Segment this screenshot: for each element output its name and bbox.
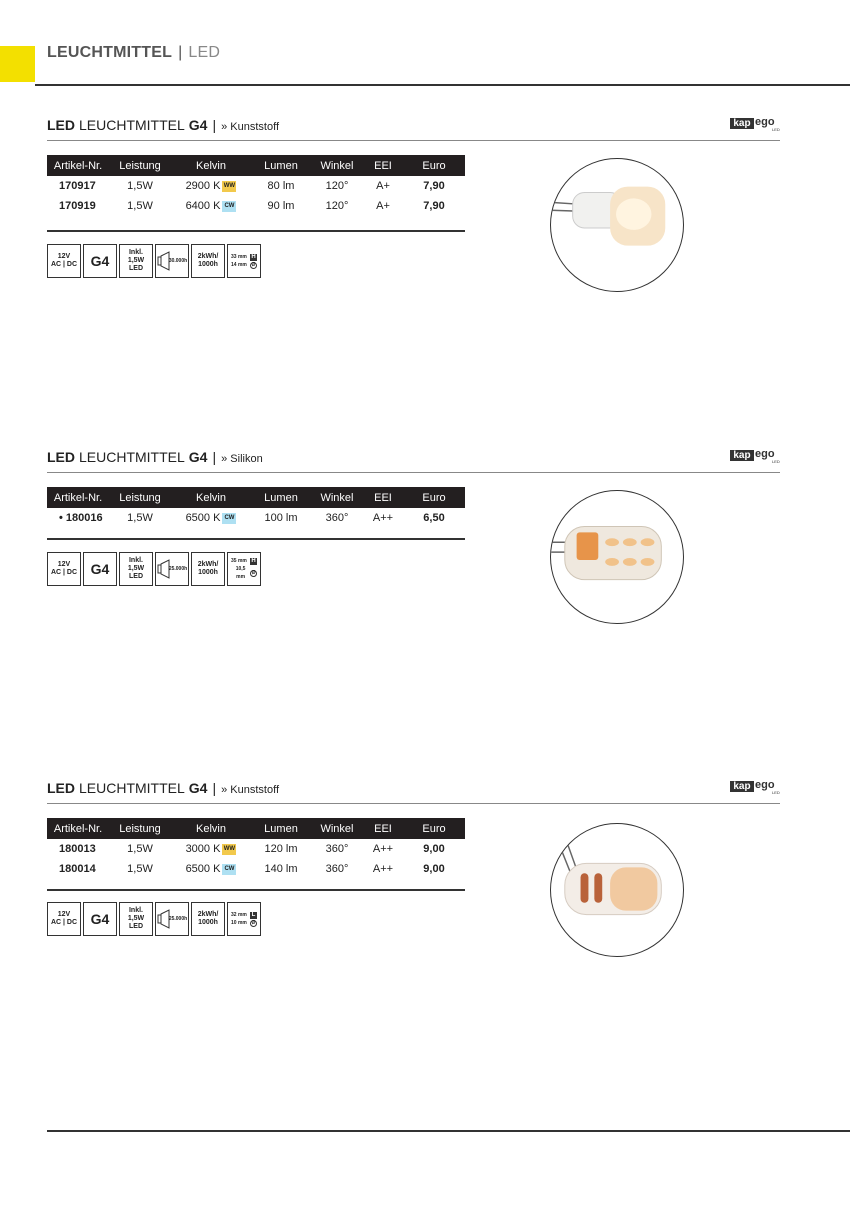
length-icon: L xyxy=(251,911,256,918)
cell-art: • 180016 xyxy=(59,512,103,524)
title-prefix: LED xyxy=(47,117,75,133)
acdc-label: AC | DC xyxy=(50,919,78,926)
th-power: Leistung xyxy=(109,155,171,176)
dim-unit: mm xyxy=(237,558,247,564)
cell-kelvin xyxy=(171,859,251,879)
dim-unit: mm xyxy=(236,574,246,580)
lifetime-icon xyxy=(155,244,189,278)
height-icon: H xyxy=(251,557,256,564)
lifetime-icon xyxy=(155,552,189,586)
acdc-label: AC | DC xyxy=(50,569,78,576)
th-angle: Winkel xyxy=(311,818,363,839)
socket-label: G4 xyxy=(90,561,110,577)
cell-angle: 360° xyxy=(325,863,349,875)
page-title-separator: | xyxy=(178,44,183,61)
lamp-illustration xyxy=(551,824,683,956)
voltage-icon xyxy=(47,902,81,936)
title-socket: G4 xyxy=(188,449,208,465)
height-icon: H xyxy=(251,253,256,260)
dim-unit: mm xyxy=(237,920,247,926)
title-material: » Silikon xyxy=(221,453,263,465)
inkl-label: Inkl. xyxy=(128,557,143,564)
th-kelvin: Kelvin xyxy=(171,155,251,176)
lamp-illustration xyxy=(551,159,683,291)
kelvin-value: 6500 K xyxy=(185,863,221,875)
cell-euro: 7,90 xyxy=(423,200,445,212)
inkl-label: Inkl. xyxy=(128,907,143,914)
kelvin-value: 2900 K xyxy=(185,180,221,192)
title-main: LEUCHTMITTEL xyxy=(79,449,185,465)
section-rule xyxy=(47,472,780,473)
th-angle: Winkel xyxy=(311,155,363,176)
voltage-label: 12V xyxy=(57,561,71,568)
cell-power: 1,5W xyxy=(127,512,153,524)
inkl-power: 1,5W xyxy=(127,257,145,264)
th-art: Artikel-Nr. xyxy=(47,818,109,839)
feature-icons xyxy=(47,902,261,936)
cell-euro: 9,00 xyxy=(423,863,445,875)
cell-art: 180014 xyxy=(59,863,96,875)
cell-kelvin xyxy=(171,196,251,216)
logo-sub: LED xyxy=(772,790,780,795)
header-rule xyxy=(35,84,850,86)
cell-angle: 360° xyxy=(325,843,349,855)
th-lumen: Lumen xyxy=(251,818,311,839)
inkl-led-icon xyxy=(119,244,153,278)
cell-lumen: 120 lm xyxy=(264,843,298,855)
title-prefix: LED xyxy=(47,449,75,465)
voltage-label: 12V xyxy=(57,911,71,918)
title-prefix: LED xyxy=(47,780,75,796)
cell-art: 170917 xyxy=(59,180,96,192)
th-eei: EEI xyxy=(363,487,403,508)
cell-art: 170919 xyxy=(59,200,96,212)
kelvin-value: 6500 K xyxy=(185,512,221,524)
kapego-logo xyxy=(730,116,782,132)
dim-unit: mm xyxy=(237,912,247,918)
title-bar: | xyxy=(212,117,217,133)
title-main: LEUCHTMITTEL xyxy=(79,780,185,796)
cell-art: 180013 xyxy=(59,843,96,855)
spec-table xyxy=(47,155,465,216)
product-image xyxy=(550,158,684,292)
section-title xyxy=(47,117,279,133)
diameter-icon: Ø xyxy=(251,919,256,926)
lifetime-icon xyxy=(155,902,189,936)
logo-box: kap xyxy=(730,118,754,129)
warm-white-badge: WW xyxy=(222,181,236,192)
lifetime-label: 25.000h xyxy=(168,566,188,572)
cell-euro: 6,50 xyxy=(423,512,445,524)
cold-white-badge: CW xyxy=(222,201,236,212)
spec-table xyxy=(47,818,465,879)
dim-diameter: 10,5 xyxy=(235,566,246,572)
th-euro: Euro xyxy=(403,487,465,508)
product-section-2 xyxy=(0,449,850,749)
cell-eei: A+ xyxy=(376,200,390,212)
title-main: LEUCHTMITTEL xyxy=(79,117,185,133)
th-art: Artikel-Nr. xyxy=(47,155,109,176)
table-header-row xyxy=(47,818,465,839)
inkl-led: LED xyxy=(129,573,143,580)
dimensions-icon xyxy=(227,902,261,936)
product-section-3 xyxy=(0,780,850,1080)
logo-box: kap xyxy=(730,450,754,461)
socket-icon xyxy=(83,902,117,936)
inkl-label: Inkl. xyxy=(128,249,143,256)
inkl-power: 1,5W xyxy=(127,915,145,922)
dim-unit: mm xyxy=(237,262,247,268)
kapego-logo xyxy=(730,779,782,795)
product-section-1 xyxy=(0,117,850,417)
footer-rule xyxy=(47,1130,850,1132)
th-kelvin: Kelvin xyxy=(171,818,251,839)
logo-text: ego xyxy=(755,779,775,791)
kwh-hours: 1000h xyxy=(198,569,218,576)
title-bar: | xyxy=(212,780,217,796)
warm-white-badge: WW xyxy=(222,844,236,855)
voltage-icon xyxy=(47,552,81,586)
cell-lumen: 80 lm xyxy=(267,180,295,192)
feature-icons xyxy=(47,552,261,586)
acdc-label: AC | DC xyxy=(50,261,78,268)
section-title xyxy=(47,449,263,465)
th-angle: Winkel xyxy=(311,487,363,508)
th-lumen: Lumen xyxy=(251,487,311,508)
title-material: » Kunststoff xyxy=(221,121,280,133)
page-title: LEUCHTMITTEL xyxy=(47,44,173,61)
energy-icon xyxy=(191,902,225,936)
voltage-icon xyxy=(47,244,81,278)
inkl-led-icon xyxy=(119,902,153,936)
kwh-hours: 1000h xyxy=(198,919,218,926)
logo-sub: LED xyxy=(772,459,780,464)
section-title xyxy=(47,780,279,796)
cell-power: 1,5W xyxy=(127,200,153,212)
cell-angle: 120° xyxy=(325,200,349,212)
cell-kelvin xyxy=(171,839,251,859)
dim-length: 32 xyxy=(231,912,237,918)
cell-eei: A+ xyxy=(376,180,390,192)
yellow-section-tab xyxy=(0,46,35,82)
cell-lumen: 140 lm xyxy=(264,863,298,875)
section-rule xyxy=(47,803,780,804)
kapego-logo xyxy=(730,448,782,464)
cell-power: 1,5W xyxy=(127,180,153,192)
table-row xyxy=(47,839,465,859)
logo-sub: LED xyxy=(772,127,780,132)
inkl-led-icon xyxy=(119,552,153,586)
inkl-led: LED xyxy=(129,923,143,930)
socket-icon xyxy=(83,244,117,278)
logo-text: ego xyxy=(755,116,775,128)
cell-angle: 360° xyxy=(325,512,349,524)
section-rule xyxy=(47,140,780,141)
table-header-row xyxy=(47,155,465,176)
diameter-icon: Ø xyxy=(251,261,256,268)
dim-height: 35 xyxy=(231,558,237,564)
th-euro: Euro xyxy=(403,818,465,839)
inkl-power: 1,5W xyxy=(127,565,145,572)
th-eei: EEI xyxy=(363,155,403,176)
logo-text: ego xyxy=(755,448,775,460)
cell-lumen: 90 lm xyxy=(267,200,295,212)
socket-label: G4 xyxy=(90,911,110,927)
table-bottom-rule xyxy=(47,538,465,540)
th-power: Leistung xyxy=(109,487,171,508)
energy-icon xyxy=(191,552,225,586)
th-kelvin: Kelvin xyxy=(171,487,251,508)
page-header xyxy=(47,44,220,62)
voltage-label: 12V xyxy=(57,253,71,260)
title-socket: G4 xyxy=(188,780,208,796)
th-lumen: Lumen xyxy=(251,155,311,176)
lamp-illustration xyxy=(551,491,683,623)
feature-icons xyxy=(47,244,261,278)
table-row xyxy=(47,176,465,196)
product-image xyxy=(550,490,684,624)
cell-kelvin xyxy=(171,176,251,196)
lifetime-label: 30.000h xyxy=(168,258,188,264)
dim-unit: mm xyxy=(237,254,247,260)
dimensions-icon xyxy=(227,552,261,586)
cell-eei: A++ xyxy=(372,512,394,524)
cell-angle: 120° xyxy=(325,180,349,192)
cell-power: 1,5W xyxy=(127,863,153,875)
logo-box: kap xyxy=(730,781,754,792)
kwh-label: 2kWh/ xyxy=(197,561,219,568)
kwh-label: 2kWh/ xyxy=(197,253,219,260)
th-eei: EEI xyxy=(363,818,403,839)
socket-icon xyxy=(83,552,117,586)
cold-white-badge: CW xyxy=(222,513,236,524)
dimensions-icon xyxy=(227,244,261,278)
lifetime-label: 25.000h xyxy=(168,916,188,922)
th-power: Leistung xyxy=(109,818,171,839)
cell-kelvin xyxy=(171,508,251,528)
dim-diameter: 14 xyxy=(231,262,237,268)
inkl-led: LED xyxy=(129,265,143,272)
energy-icon xyxy=(191,244,225,278)
cell-power: 1,5W xyxy=(127,843,153,855)
dim-height: 33 xyxy=(231,254,237,260)
dim-diameter: 10 xyxy=(231,920,237,926)
kelvin-value: 6400 K xyxy=(185,200,221,212)
cell-euro: 9,00 xyxy=(423,843,445,855)
page-subtitle: LED xyxy=(188,44,221,61)
table-header-row xyxy=(47,487,465,508)
title-material: » Kunststoff xyxy=(221,784,280,796)
diameter-icon: Ø xyxy=(251,569,256,576)
cell-eei: A++ xyxy=(372,843,394,855)
cell-lumen: 100 lm xyxy=(264,512,298,524)
table-row xyxy=(47,859,465,879)
table-row xyxy=(47,196,465,216)
table-bottom-rule xyxy=(47,889,465,891)
kwh-label: 2kWh/ xyxy=(197,911,219,918)
cell-euro: 7,90 xyxy=(423,180,445,192)
table-row xyxy=(47,508,465,528)
cold-white-badge: CW xyxy=(222,864,236,875)
th-euro: Euro xyxy=(403,155,465,176)
table-bottom-rule xyxy=(47,230,465,232)
title-bar: | xyxy=(212,449,217,465)
cell-eei: A++ xyxy=(372,863,394,875)
socket-label: G4 xyxy=(90,253,110,269)
th-art: Artikel-Nr. xyxy=(47,487,109,508)
kwh-hours: 1000h xyxy=(198,261,218,268)
title-socket: G4 xyxy=(188,117,208,133)
kelvin-value: 3000 K xyxy=(185,843,221,855)
product-image xyxy=(550,823,684,957)
spec-table xyxy=(47,487,465,528)
